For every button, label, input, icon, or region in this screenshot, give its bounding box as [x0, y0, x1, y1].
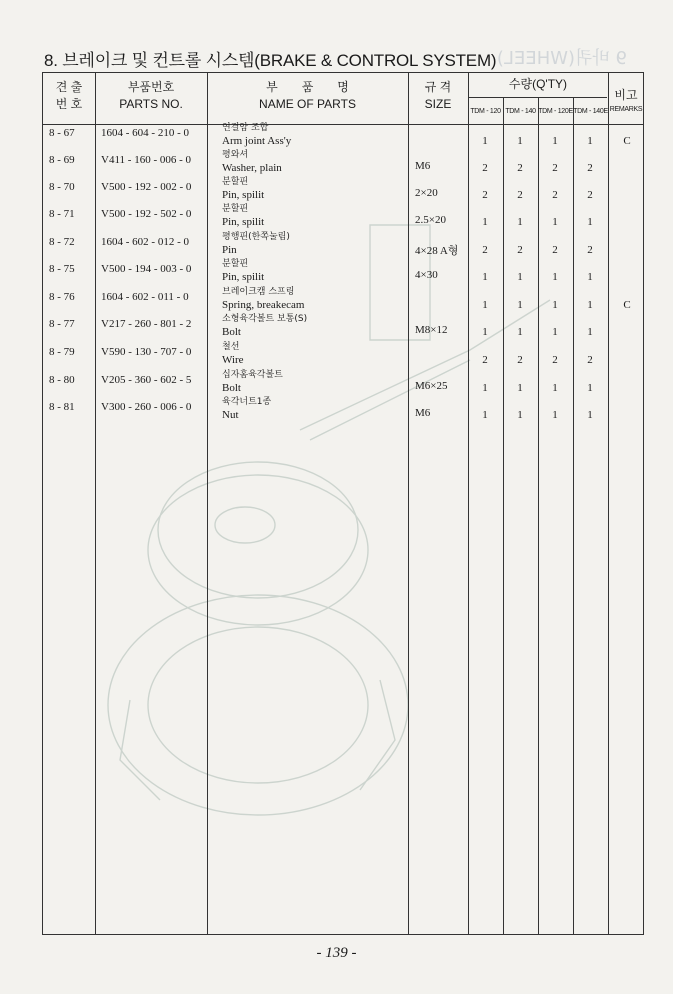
row-qty: 1	[587, 216, 593, 228]
row-part-no: V590 - 130 - 707 - 0	[101, 346, 192, 358]
row-qty: 2	[552, 354, 558, 366]
row-size: 4×28 A형	[415, 245, 459, 257]
row-qty: 1	[517, 409, 523, 421]
row-item-no: 8 - 69	[49, 154, 75, 166]
row-qty: 1	[482, 299, 488, 311]
row-qty: 2	[482, 354, 488, 366]
row-part-no: V205 - 360 - 602 - 5	[101, 374, 192, 386]
row-qty: 1	[517, 216, 523, 228]
row-qty: 1	[482, 271, 488, 283]
row-qty: 2	[552, 189, 558, 201]
row-qty: 1	[552, 216, 558, 228]
row-qty: 2	[587, 244, 593, 256]
row-qty: 2	[517, 162, 523, 174]
row-item-no: 8 - 77	[49, 318, 75, 330]
row-qty: 1	[552, 135, 558, 147]
row-qty: 2	[552, 244, 558, 256]
row-size: M6	[415, 160, 431, 172]
row-name-ko: 분할핀	[222, 204, 249, 214]
row-qty: 1	[517, 135, 523, 147]
row-name-en: Pin, spilit	[222, 271, 265, 283]
row-qty: 2	[587, 354, 593, 366]
row-qty: 2	[517, 244, 523, 256]
row-size: 2.5×20	[415, 214, 446, 226]
row-name-ko: 평행핀(한쪽눌림)	[222, 232, 290, 242]
ghost-header-text: 9 바퀴(WHEEL)	[496, 48, 627, 69]
row-name-ko: 분할핀	[222, 259, 249, 269]
parts-table	[42, 72, 644, 935]
row-qty: 1	[587, 409, 593, 421]
row-name-ko: 연결암 조합	[222, 123, 269, 133]
page-title: 8. 브레이크 및 컨트롤 시스템(BRAKE & CONTROL SYSTEM)	[44, 51, 497, 70]
row-qty: 1	[517, 382, 523, 394]
row-name-en: Pin	[222, 244, 237, 256]
row-name-en: Bolt	[222, 382, 241, 394]
header-model-3: TDM - 120E	[538, 108, 573, 115]
row-name-ko: 브레이크캠 스프링	[222, 287, 295, 297]
row-qty: 1	[517, 326, 523, 338]
row-qty: 1	[482, 382, 488, 394]
row-item-no: 8 - 81	[49, 401, 75, 413]
row-qty: 1	[552, 299, 558, 311]
row-name-en: Wire	[222, 354, 244, 366]
row-size: 4×30	[415, 269, 438, 281]
header-name-of-parts: 부 품 명 NAME OF PARTS	[259, 80, 356, 111]
row-qty: 1	[552, 326, 558, 338]
row-qty: 2	[517, 189, 523, 201]
row-part-no: 1604 - 604 - 210 - 0	[101, 127, 189, 139]
row-qty: 1	[552, 382, 558, 394]
row-name-en: Bolt	[222, 326, 241, 338]
row-part-no: V411 - 160 - 006 - 0	[101, 154, 192, 166]
row-name-en: Washer, plain	[222, 162, 282, 174]
row-part-no: 1604 - 602 - 011 - 0	[101, 291, 189, 303]
row-part-no: V217 - 260 - 801 - 2	[101, 318, 192, 330]
row-name-ko: 철선	[222, 342, 240, 352]
row-name-en: Arm joint Ass'y	[222, 135, 292, 147]
header-model-2: TDM - 140	[505, 108, 536, 115]
row-qty: 1	[552, 409, 558, 421]
row-qty: 1	[517, 299, 523, 311]
row-size: M8×12	[415, 324, 448, 336]
row-part-no: 1604 - 602 - 012 - 0	[101, 236, 189, 248]
header-model-1: TDM - 120	[470, 108, 501, 115]
row-qty: 2	[587, 189, 593, 201]
row-part-no: V300 - 260 - 006 - 0	[101, 401, 192, 413]
row-qty: 1	[587, 326, 593, 338]
row-item-no: 8 - 71	[49, 208, 75, 220]
row-part-no: V500 - 192 - 002 - 0	[101, 181, 192, 193]
row-qty: 1	[482, 409, 488, 421]
row-part-no: V500 - 194 - 003 - 0	[101, 263, 192, 275]
row-qty: 1	[552, 271, 558, 283]
row-name-en: Pin, spilit	[222, 189, 265, 201]
row-name-ko: 평와셔	[222, 150, 249, 160]
row-item-no: 8 - 75	[49, 263, 75, 275]
row-qty: 2	[587, 162, 593, 174]
row-size: M6×25	[415, 380, 448, 392]
row-name-ko: 소형육각볼트 보통(S)	[222, 314, 308, 324]
row-qty: 1	[482, 135, 488, 147]
row-item-no: 8 - 67	[49, 127, 75, 139]
row-qty: 1	[587, 271, 593, 283]
row-qty: 2	[482, 162, 488, 174]
header-parts-no: 부품번호 PARTS NO.	[119, 80, 183, 111]
row-qty: 1	[517, 271, 523, 283]
header-qty: 수량(Q'TY)	[508, 77, 568, 91]
row-remark: C	[623, 135, 631, 147]
row-qty: 1	[587, 299, 593, 311]
row-remark: C	[623, 299, 631, 311]
header-item-no: 견 출 번 호	[55, 80, 83, 111]
row-qty: 2	[552, 162, 558, 174]
header-size: 규 격 SIZE	[424, 80, 452, 111]
row-size: 2×20	[415, 187, 438, 199]
row-item-no: 8 - 80	[49, 374, 75, 386]
row-qty: 1	[587, 382, 593, 394]
row-qty: 2	[482, 189, 488, 201]
header-remarks: 비고 REMARKS	[609, 88, 643, 113]
row-name-ko: 분할핀	[222, 177, 249, 187]
row-item-no: 8 - 76	[49, 291, 75, 303]
row-qty: 1	[482, 216, 488, 228]
row-name-en: Spring, breakecam	[222, 299, 305, 311]
row-name-en: Nut	[222, 409, 239, 421]
row-item-no: 8 - 72	[49, 236, 75, 248]
header-model-4: TDM - 140E	[573, 108, 608, 115]
row-name-ko: 육각너트1종	[222, 397, 272, 407]
row-size: M6	[415, 407, 431, 419]
row-qty: 1	[482, 326, 488, 338]
page-number: - 139 -	[316, 945, 357, 961]
row-item-no: 8 - 70	[49, 181, 75, 193]
row-item-no: 8 - 79	[49, 346, 75, 358]
row-name-ko: 십자홈육각볼트	[222, 370, 283, 380]
row-part-no: V500 - 192 - 502 - 0	[101, 208, 192, 220]
row-qty: 1	[587, 135, 593, 147]
row-qty: 2	[517, 354, 523, 366]
row-qty: 2	[482, 244, 488, 256]
row-name-en: Pin, spilit	[222, 216, 265, 228]
